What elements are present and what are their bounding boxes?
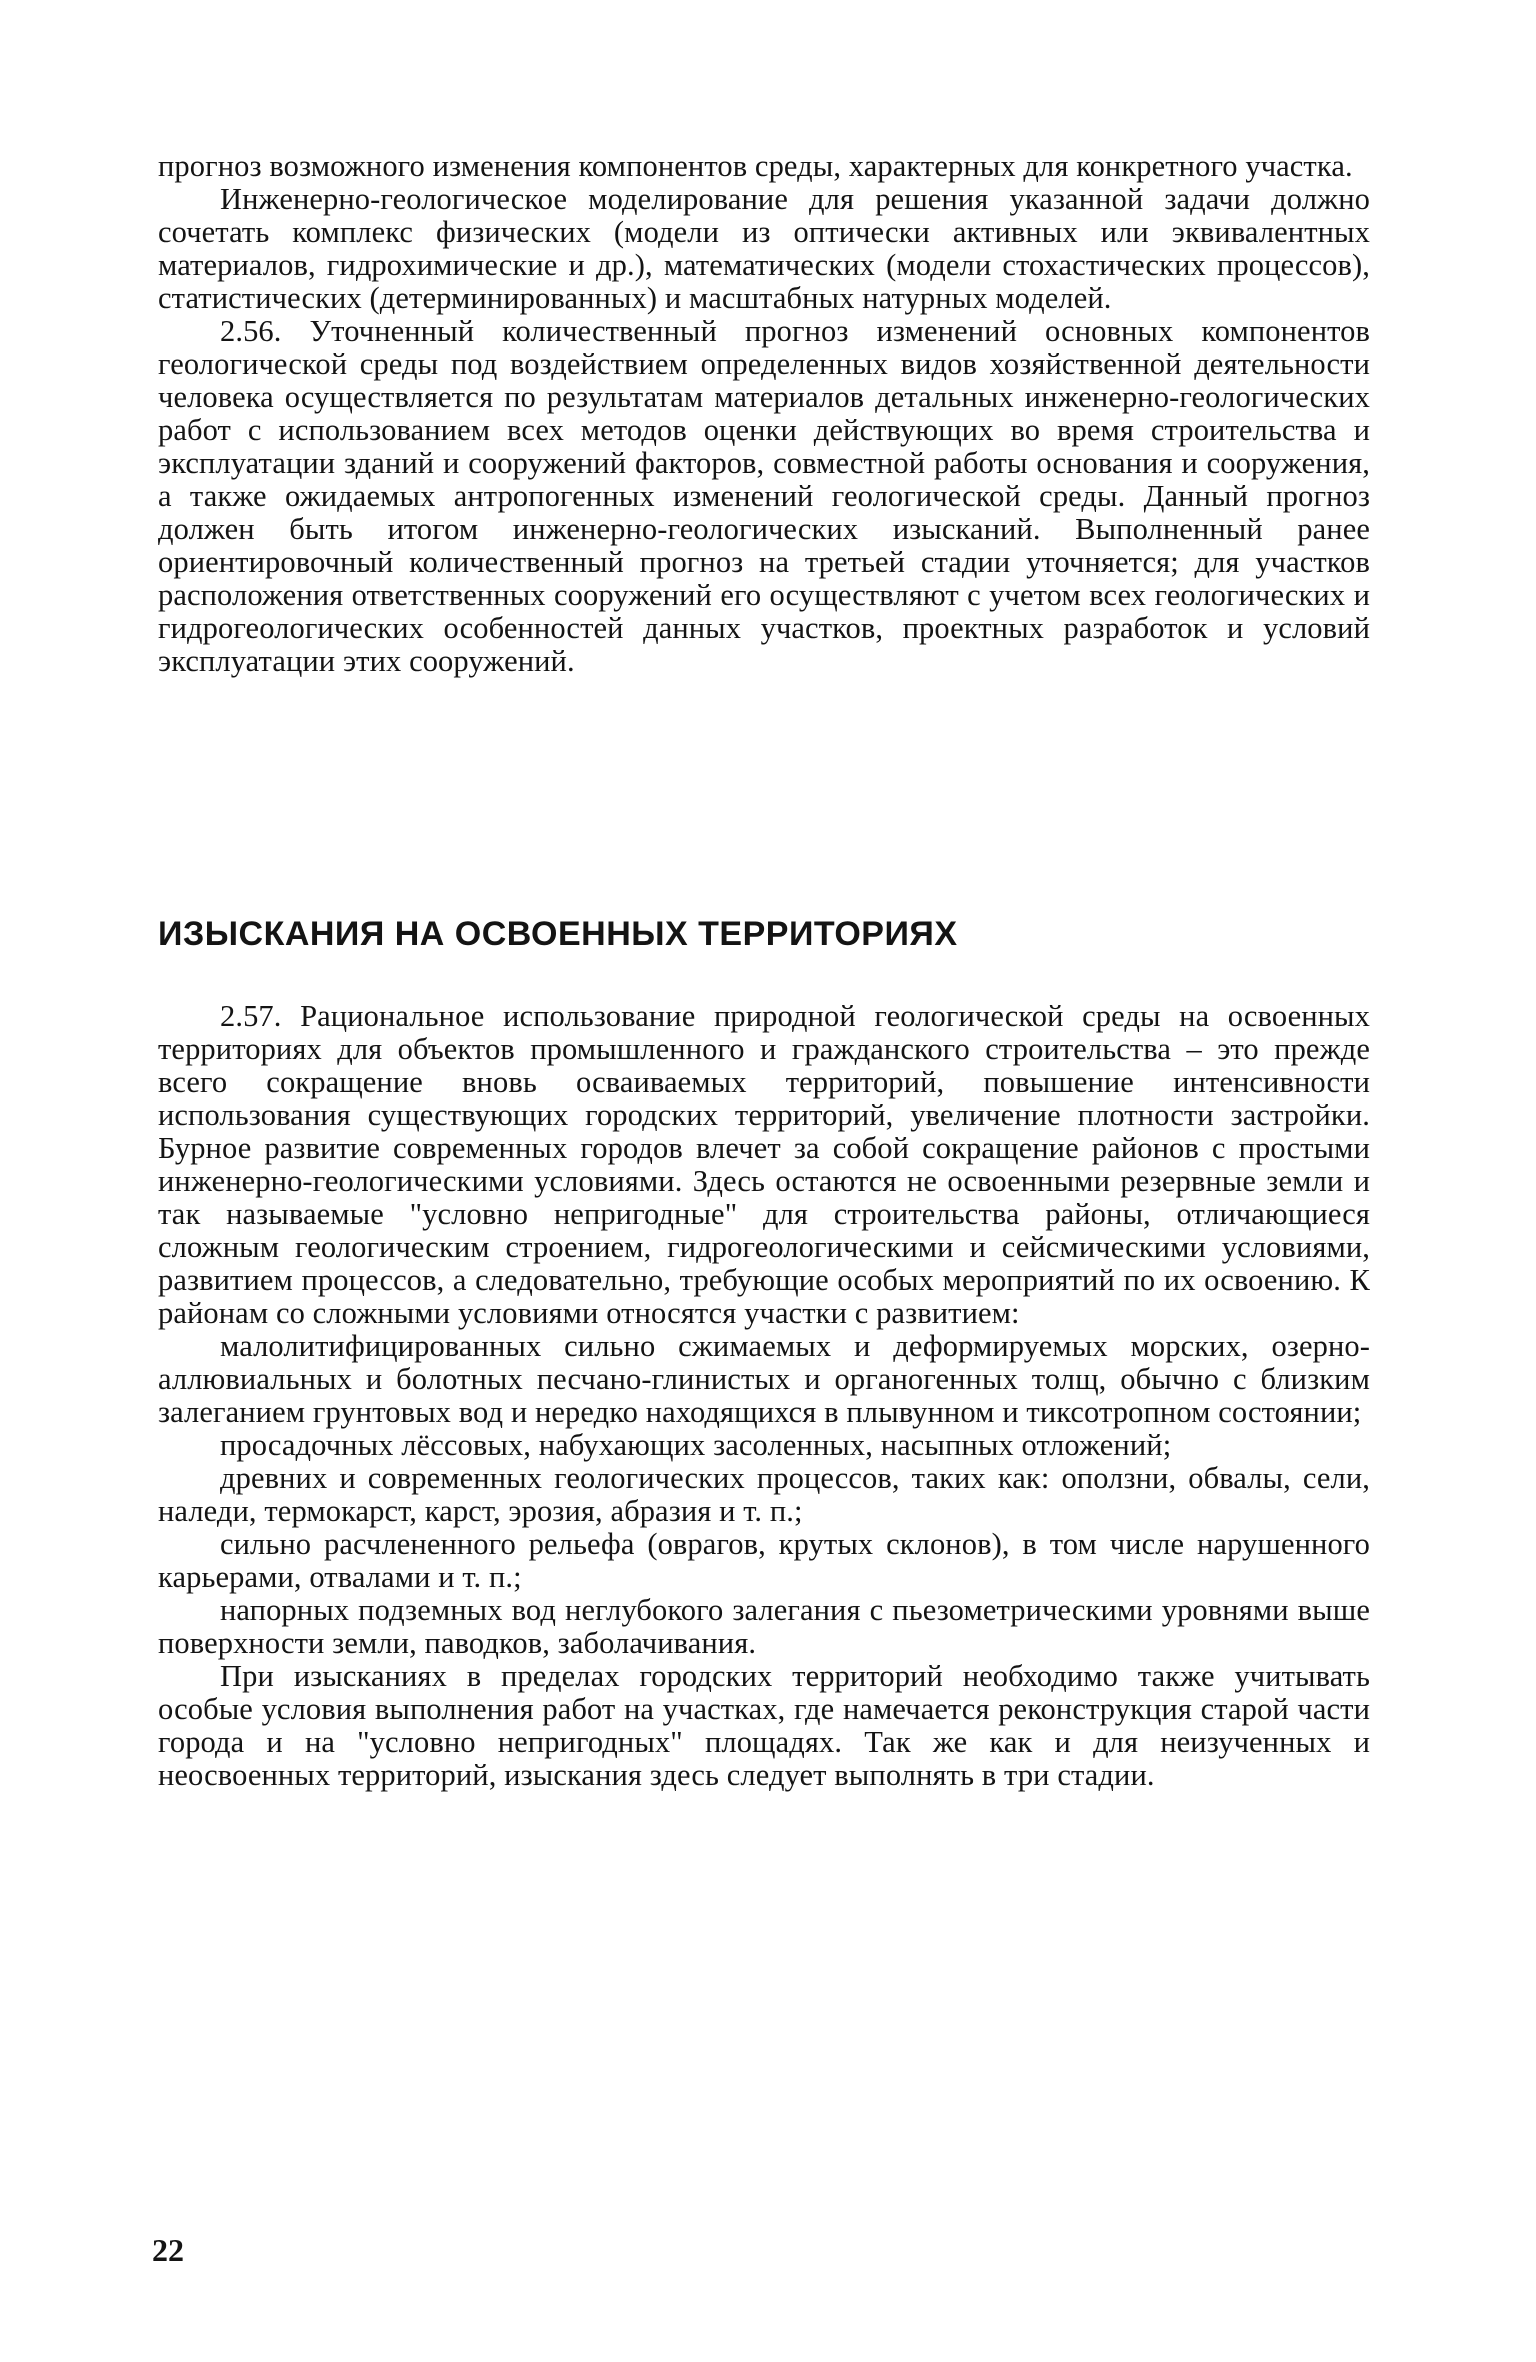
section-heading: ИЗЫСКАНИЯ НА ОСВОЕННЫХ ТЕРРИТОРИЯХ <box>158 915 958 953</box>
list-item-geological-processes: древних и современных геологических процессов, таких как: оползни, обвалы, сели, наледи, термокарст, карст, эрозия, абразия и т. п.; <box>158 1461 1370 1528</box>
list-item-loess: просадочных лёссовых, набухающих засоленных, насыпных отложений; <box>220 1428 1172 1462</box>
section-developed-territories <box>158 1000 1370 1792</box>
page-number: 22 <box>152 2232 184 2268</box>
list-item-soft-soils: малолитифицированных сильно сжимаемых и деформируемых морских, озерно-аллювиальных и болотных песчано-глинистых и органогенных толщ, обычно с близким залеганием грунтовых вод и нередко находящихся в плывунном и тиксотропном состоянии; <box>158 1329 1370 1429</box>
paragraph-urban-surveys: При изысканиях в пределах городских территорий необходимо также учитывать особые условия выполнения работ на участках, где намечается реконструкция старой части города и на "условно непригодных" площадях. Так же как и для неизученных и неосвоенных территорий, изыскания здесь следует выполнять в три стадии. <box>158 1659 1370 1792</box>
list-item-relief: сильно расчлененного рельефа (оврагов, крутых склонов), в том числе нарушенного карьерами, отвалами и т. п.; <box>158 1527 1370 1594</box>
list-item-groundwater: напорных подземных вод неглубокого залегания с пьезометрическими уровнями выше поверхности земли, паводков, заболачивания. <box>158 1593 1370 1660</box>
paragraph-2-57: 2.57. Рациональное использование природной геологической среды на освоенных территориях для объектов промышленного и гражданского строительства – это прежде всего сокращение вновь осваиваемых территорий, повышение интенсивности использования существующих городских территорий, увеличение плотности застройки. Бурное развитие современных городов влечет за собой сокращение районов с простыми инженерно-геологическими условиями. Здесь остаются не освоенными резервные земли и так называемые "условно непригодные" для строительства районы, отличающиеся сложным геологическим строением, гидрогеологическими и сейсмическими условиями, развитием процессов, а следовательно, требующие особых мероприятий по их освоению. К районам со сложными условиями относятся участки с развитием: <box>158 999 1370 1330</box>
paragraph-continuation: прогноз возможного изменения компонентов среды, характерных для конкретного участка. <box>158 149 1353 183</box>
paragraph-modeling: Инженерно-геологическое моделирование для решения указанной задачи должно сочетать комплекс физических (модели из оптически активных или эквивалентных материалов, гидрохимические и др.), математических (модели стохастических процессов), статистических (детерминированных) и масштабных натурных моделей. <box>158 182 1370 315</box>
paragraph-2-56: 2.56. Уточненный количественный прогноз изменений основных компонентов геологической среды под воздействием определенных видов хозяйственной деятельности человека осуществляется по результатам материалов детальных инженерно-геологических работ с использованием всех методов оценки действующих во время строительства и эксплуатации зданий и сооружений факторов, совместной работы основания и сооружения, а также ожидаемых антропогенных изменений геологической среды. Данный прогноз должен быть итогом инженерно-геологических изысканий. Выполненный ранее ориентировочный количественный прогноз на третьей стадии уточняется; для участков расположения ответственных сооружений его осуществляют с учетом всех геологических и гидрогеологических особенностей данных участков, проектных разработок и условий эксплуатации этих сооружений. <box>158 314 1370 678</box>
document-page <box>158 149 1370 1792</box>
